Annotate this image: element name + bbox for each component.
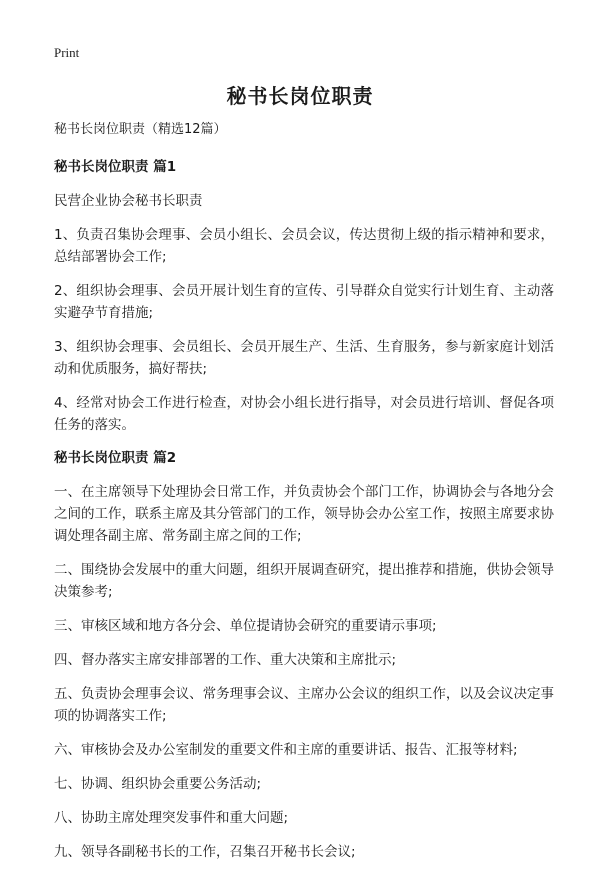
paragraph: 二、围绕协会发展中的重大问题，组织开展调查研究，提出推荐和措施，供协会领导决策参考; [54,562,554,600]
section-1 [54,157,554,436]
section-2 [54,448,554,863]
paragraph: 四、督办落实主席安排部署的工作、重大决策和主席批示; [54,652,397,668]
paragraph: 六、审核协会及办公室制发的重要文件和主席的重要讲话、报告、汇报等材料; [54,742,518,758]
document-title: 秘书长岗位职责 [226,84,374,108]
section-heading: 秘书长岗位职责 篇1 [54,159,177,175]
paragraph: 五、负责协会理事会议、常务理事会议、主席办公会议的组织工作，以及会议决定事项的协调落实工作; [54,686,554,724]
document-body [54,120,554,875]
paragraph: 三、审核区域和地方各分会、单位提请协会研究的重要请示事项; [54,618,437,634]
paragraph: 九、领导各副秘书长的工作，召集召开秘书长会议; [54,844,356,860]
paragraph: 一、在主席领导下处理协会日常工作，并负责协会个部门工作，协调协会与各地分会之间的工作，联系主席及其分管部门的工作，领导协会办公室工作，按照主席要求协调处理各副主席、常务副主席之间的工作; [54,484,554,544]
paragraph: 1、负责召集协会理事、会员小组长、会员会议，传达贯彻上级的指示精神和要求，总结部署协会工作; [54,227,554,265]
document-subtitle: 秘书长岗位职责（精选12篇） [54,122,227,137]
section-heading: 秘书长岗位职责 篇2 [54,450,177,466]
paragraph: 八、协助主席处理突发事件和重大问题; [54,810,289,826]
paragraph: 民营企业协会秘书长职责 [54,193,203,209]
paragraph: 3、组织协会理事、会员组长、会员开展生产、生活、生育服务，参与新家庭计划活动和优质服务，搞好帮扶; [54,339,554,377]
paragraph: 七、协调、组织协会重要公务活动; [54,776,262,792]
paragraph: 4、经常对协会工作进行检查，对协会小组长进行指导，对会员进行培训、督促各项任务的落实。 [54,395,554,433]
paragraph: 2、组织协会理事、会员开展计划生育的宣传、引导群众自觉实行计划生育、主动落实避孕节育措施; [54,283,554,321]
print-link[interactable]: Print [54,45,80,60]
